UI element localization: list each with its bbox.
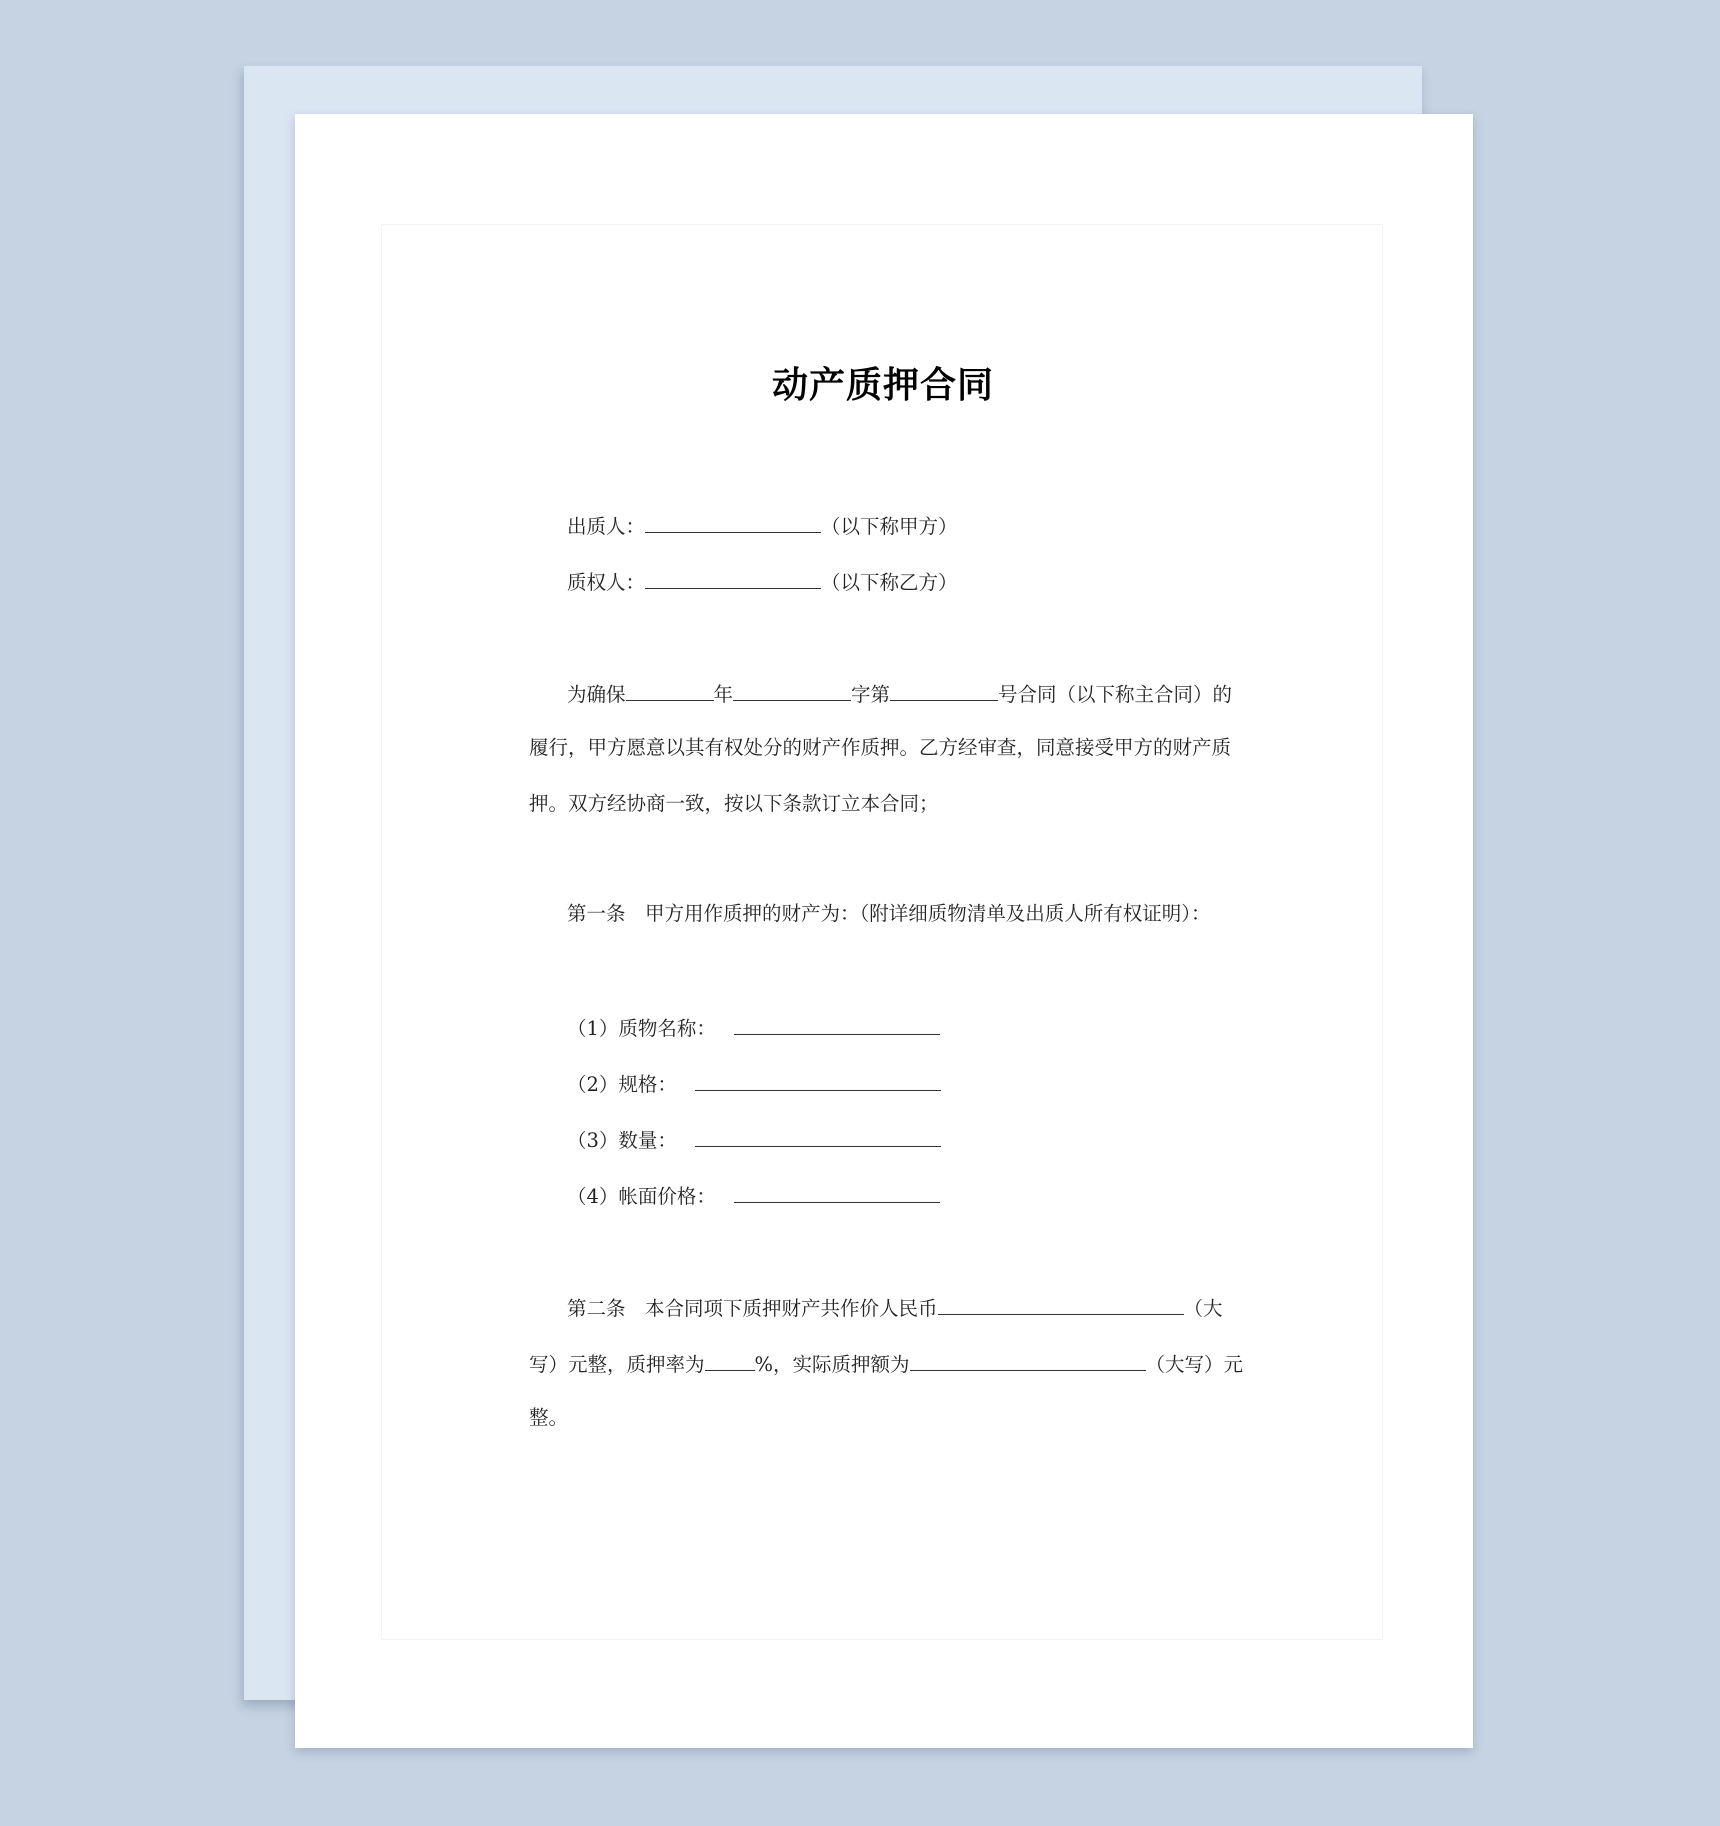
item-label-spec: （2）规格： — [567, 1073, 677, 1096]
article-2-text-a: 第二条 本合同项下质押财产共作价人民币 — [567, 1297, 938, 1320]
article-2-text-b: （大 — [1183, 1297, 1223, 1320]
article-2-text-e: （大写）元 — [1145, 1353, 1244, 1376]
year-blank — [626, 682, 714, 701]
rate-blank — [705, 1352, 755, 1371]
code-blank — [733, 682, 851, 701]
article-2-line-2 — [529, 1352, 1243, 1375]
item-price-blank — [734, 1184, 940, 1203]
article-2-text-c: 写）元整，质押率为 — [529, 1353, 705, 1376]
pledgor-suffix: （以下称甲方） — [821, 515, 958, 538]
intro-text-b: 年 — [713, 683, 734, 706]
intro-text-a: 为确保 — [567, 683, 626, 706]
article-1-item — [567, 1128, 941, 1151]
pledgee-blank — [645, 570, 821, 589]
item-label-price: （4）帐面价格： — [567, 1185, 716, 1208]
document-title: 动产质押合同 — [771, 365, 994, 406]
pledgor-label: 出质人： — [567, 515, 646, 538]
amount-blank — [910, 1352, 1146, 1371]
intro-line-2: 履行，甲方愿意以其有权处分的财产作质押。乙方经审查，同意接受甲方的财产质 — [529, 736, 1232, 759]
article-1-item — [567, 1072, 941, 1095]
document-page — [295, 114, 1473, 1748]
valuation-blank — [938, 1296, 1184, 1315]
article-1-heading: 第一条 甲方用作质押的财产为：（附详细质物清单及出质人所有权证明）： — [567, 902, 1211, 925]
pledgee-label: 质权人： — [567, 571, 646, 594]
party-pledgor — [567, 514, 958, 537]
item-label-quantity: （3）数量： — [567, 1129, 677, 1152]
item-name-blank — [734, 1016, 940, 1035]
article-2-text-d: %，实际质押额为 — [754, 1353, 910, 1376]
article-2-line-1 — [567, 1296, 1223, 1319]
intro-text-d: 号合同（以下称主合同）的 — [998, 683, 1233, 706]
item-label-name: （1）质物名称： — [567, 1017, 716, 1040]
intro-line-1 — [567, 682, 1232, 705]
number-blank — [890, 682, 998, 701]
pledgor-blank — [645, 514, 821, 533]
article-2-line-3: 整。 — [529, 1406, 569, 1429]
party-pledgee — [567, 570, 958, 593]
item-quantity-blank — [695, 1128, 941, 1147]
pledgee-suffix: （以下称乙方） — [821, 571, 958, 594]
article-1-item — [567, 1184, 940, 1207]
article-1-item — [567, 1016, 940, 1039]
intro-line-3: 押。双方经协商一致，按以下条款订立本合同； — [529, 792, 939, 815]
intro-text-c: 字第 — [851, 683, 891, 706]
item-spec-blank — [695, 1072, 941, 1091]
